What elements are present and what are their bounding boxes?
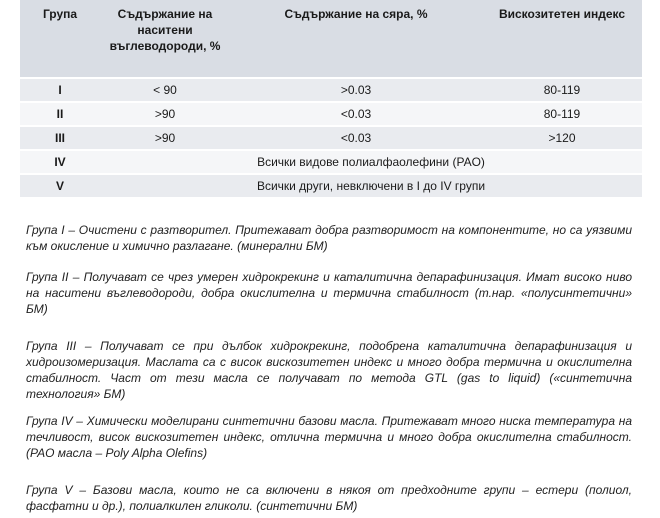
table-row (20, 150, 642, 174)
table-row (20, 102, 642, 126)
header-viscosity-index: Вискозитетен индекс (482, 0, 642, 78)
cell-merged-description: Всички други, невключени в I до IV групи (100, 174, 642, 198)
cell-group: I (20, 78, 100, 102)
cell-saturates: >90 (100, 126, 230, 150)
table-header-row (20, 0, 642, 78)
cell-sulfur: <0.03 (230, 102, 482, 126)
table-row (20, 126, 642, 150)
cell-viscosity-index: >120 (482, 126, 642, 150)
table-row (20, 78, 642, 102)
note-group-5: Група V – Базови масла, които не са включени в някоя от предходните групи – естери (полиол, фасфатни и др.), полиалкилен гликоли. (синтетични БМ) (26, 483, 632, 513)
note-group-2: Група II – Получават се чрез умерен хидрокрекинг и каталитична депарафинизация. Имат високо ниво на наситени въглеводороди, добра окислителна и термична стабилност (т.нар. «полусинтетични» БМ) (26, 270, 632, 316)
note-group-1: Група I – Очистени с разтворител. Притежават добра разтворимост на компонентите, но са уязвими към окисление и химично разлагане. (минерални БМ) (26, 223, 632, 253)
header-group: Група (20, 0, 100, 78)
cell-merged-description: Всички видове полиалфаолефини (PAO) (100, 150, 642, 174)
note-group-3: Група III – Получават се при дълбок хидрокрекинг, подобрена каталитична депарафинизация и хидроизомеризация. Маслата са с висок вискозитетен индекс и много добра термична и окислителна стабилност. Част от тези масла се получават по метода GTL (gas to liquid) («синтетична технология» БМ) (26, 339, 632, 401)
cell-group: V (20, 174, 100, 198)
cell-group: III (20, 126, 100, 150)
header-saturates: Съдържание на наситени въглеводороди, % (100, 0, 230, 78)
table-row (20, 174, 642, 198)
cell-sulfur: <0.03 (230, 126, 482, 150)
base-oil-groups-table (20, 0, 642, 199)
note-group-4: Група IV – Химически моделирани синтетични базови масла. Притежават много ниска температура на течливост, висок вискозитетен индекс, отлична термична и много добра окислителна стабилност. (PAO масла – Poly Alpha Olefins) (26, 414, 632, 460)
cell-saturates: >90 (100, 102, 230, 126)
cell-viscosity-index: 80-119 (482, 102, 642, 126)
cell-group: II (20, 102, 100, 126)
cell-saturates: < 90 (100, 78, 230, 102)
cell-sulfur: >0.03 (230, 78, 482, 102)
cell-group: IV (20, 150, 100, 174)
header-sulfur: Съдържание на сяра, % (230, 0, 482, 78)
cell-viscosity-index: 80-119 (482, 78, 642, 102)
